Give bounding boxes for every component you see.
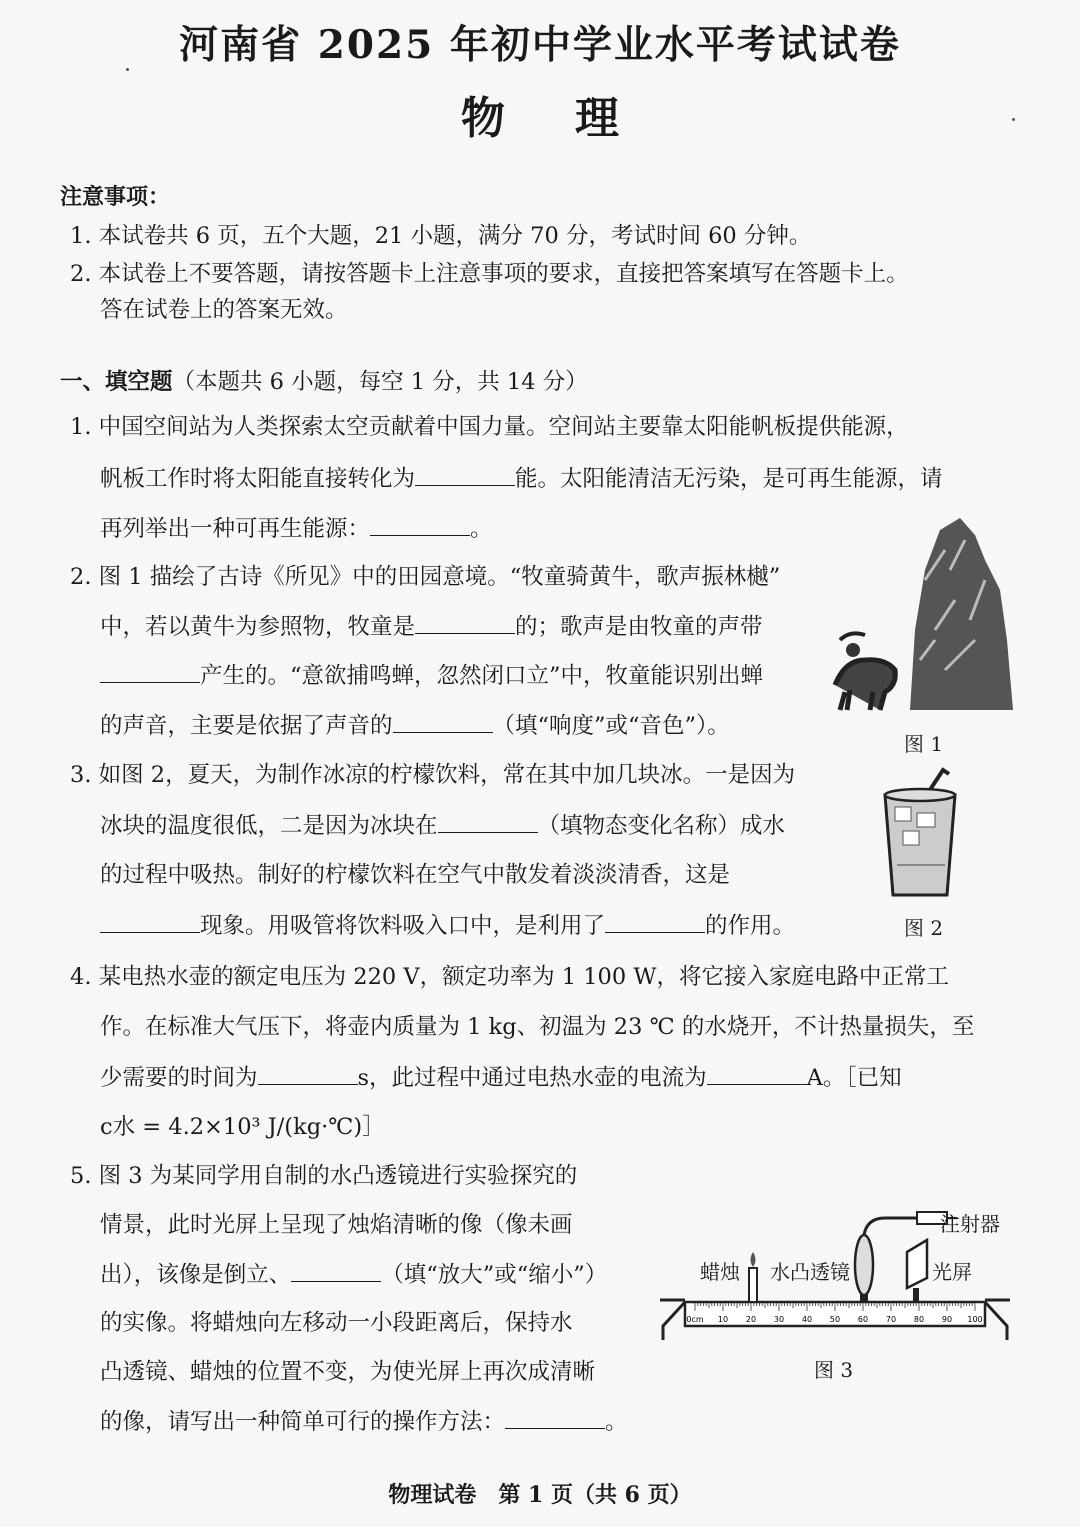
answer-blank bbox=[370, 513, 470, 536]
q2-text: 中，若以黄牛为参照物，牧童是 bbox=[100, 614, 416, 640]
figure-3-label: 图 3 bbox=[814, 1358, 854, 1382]
q1-line-1: 1. 中国空间站为人类探索太空贡献着中国力量。空间站主要靠太阳能帆板提供能源， bbox=[70, 414, 909, 440]
q1-text: 再列举出一种可再生能源： bbox=[100, 516, 371, 542]
answer-blank bbox=[505, 1406, 605, 1429]
ruler-tick-label: 40 bbox=[801, 1315, 813, 1324]
screen-label: 光屏 bbox=[932, 1260, 972, 1284]
ruler-tick-label: 90 bbox=[941, 1315, 953, 1324]
figure-1-label: 图 1 bbox=[904, 732, 944, 756]
q3-text: 的作用。 bbox=[705, 913, 796, 939]
ruler-tick-label: 30 bbox=[773, 1315, 785, 1324]
q4-line-2: 作。在标准大气压下，将壶内质量为 1 kg、初温为 23 ℃ 的水烧开，不计热量损失，至 bbox=[100, 1014, 975, 1040]
q4-text: 少需要的时间为 bbox=[100, 1065, 258, 1091]
notice-item-1: 1. 本试卷共 6 页，五个大题，21 小题，满分 70 分，考试时间 60 分钟。 bbox=[70, 223, 812, 249]
answer-blank bbox=[605, 910, 705, 933]
screen-holder bbox=[913, 1288, 919, 1302]
ruler-tick-label: 60 bbox=[857, 1315, 869, 1324]
exam-title: 河南省 2025 年初中学业水平考试试卷 bbox=[179, 22, 901, 68]
ruler-tick-label: 0cm bbox=[686, 1315, 704, 1324]
light-screen bbox=[907, 1240, 927, 1288]
answer-blank bbox=[415, 611, 515, 634]
q1-line-2 bbox=[100, 463, 943, 494]
section-heading bbox=[60, 364, 588, 396]
q5-text: 的像，请写出一种简单可行的操作方法： bbox=[100, 1409, 506, 1435]
q5-line-1: 5. 图 3 为某同学用自制的水凸透镜进行实验探究的 bbox=[70, 1163, 578, 1189]
section-title: 一、填空题 bbox=[60, 369, 173, 395]
q4-line-1: 4. 某电热水壶的额定电压为 220 V，额定功率为 1 100 W，将它接入家庭电路中正常工 bbox=[70, 964, 949, 990]
subject-title: 物理 bbox=[461, 93, 689, 144]
ruler-tick-label: 100 bbox=[967, 1315, 983, 1324]
q1-text: 。 bbox=[470, 516, 493, 542]
answer-blank bbox=[393, 710, 493, 733]
q3-text: 冰块的温度很低，二是因为冰块在 bbox=[100, 813, 438, 839]
q1-text: 能。太阳能清洁无污染，是可再生能源，请 bbox=[515, 466, 943, 492]
notice-item-2-cont: 答在试卷上的答案无效。 bbox=[100, 297, 348, 323]
glass-rim bbox=[885, 789, 955, 801]
answer-blank bbox=[415, 463, 515, 486]
q5-line-2: 情景，此时光屏上呈现了烛焰清晰的像（像未画 bbox=[100, 1212, 573, 1238]
q1-line-3 bbox=[100, 513, 493, 544]
q2-text: 的；歌声是由牧童的声带 bbox=[515, 614, 763, 640]
q4-line-4: c水 = 4.2×10³ J/(kg·℃)］ bbox=[100, 1114, 385, 1140]
boy-hat bbox=[840, 633, 865, 640]
answer-blank bbox=[438, 810, 538, 833]
q3-line-2 bbox=[100, 810, 785, 841]
q2-line-1: 2. 图 1 描绘了古诗《所见》中的田园意境。“牧童骑黄牛，歌声振林樾” bbox=[70, 564, 781, 590]
section-note: （本题共 6 小题，每空 1 分，共 14 分） bbox=[172, 369, 588, 395]
lens-label: 水凸透镜 bbox=[770, 1260, 850, 1284]
q2-text: 的声音，主要是依据了声音的 bbox=[100, 713, 393, 739]
figure-2-illustration bbox=[875, 765, 965, 905]
ruler-tick-label: 80 bbox=[913, 1315, 925, 1324]
q3-text: （填物态变化名称）成水 bbox=[537, 813, 786, 839]
answer-blank bbox=[100, 910, 200, 933]
q4-text: s，此过程中通过电热水壶的电流为 bbox=[357, 1065, 707, 1091]
q2-line-2 bbox=[100, 611, 763, 642]
q5-line-6 bbox=[100, 1406, 628, 1437]
water-lens bbox=[855, 1235, 873, 1295]
q5-line-3 bbox=[100, 1259, 607, 1290]
q2-text: （填“响度”或“音色”）。 bbox=[492, 713, 730, 739]
q2-text: 产生的。“意欲捕鸣蝉，忽然闭口立”中，牧童能识别出蝉 bbox=[200, 663, 764, 689]
figure-1-illustration bbox=[825, 510, 1025, 720]
scan-speck bbox=[1012, 118, 1015, 121]
ox-figure bbox=[835, 660, 895, 710]
candle-flame bbox=[751, 1252, 756, 1267]
q3-line-1: 3. 如图 2，夏天，为制作冰凉的柠檬饮料，常在其中加几块冰。一是因为 bbox=[70, 762, 796, 788]
scan-speck bbox=[126, 68, 129, 71]
q2-line-4 bbox=[100, 710, 730, 741]
notice-item-2: 2. 本试卷上不要答题，请按答题卡上注意事项的要求，直接把答案填写在答题卡上。 bbox=[70, 261, 909, 287]
ice-cube bbox=[917, 813, 935, 827]
figure-2-label: 图 2 bbox=[904, 916, 944, 940]
q3-line-4 bbox=[100, 910, 795, 941]
q5-text: 出），该像是倒立、 bbox=[100, 1262, 292, 1288]
lens-holder bbox=[860, 1294, 868, 1302]
q5-text: （填“放大”或“缩小”） bbox=[381, 1262, 608, 1288]
q4-text: A。［已知 bbox=[806, 1065, 902, 1091]
candle bbox=[749, 1268, 757, 1302]
ruler-tick-label: 20 bbox=[745, 1315, 757, 1324]
answer-blank bbox=[707, 1062, 807, 1085]
q5-line-5: 凸透镜、蜡烛的位置不变，为使光屏上再次成清晰 bbox=[100, 1359, 596, 1385]
ice-cube bbox=[895, 807, 911, 821]
q3-line-3: 的过程中吸热。制好的柠檬饮料在空气中散发着淡淡清香，这是 bbox=[100, 862, 731, 888]
ice-cube bbox=[903, 831, 919, 845]
ruler-tick-label: 10 bbox=[717, 1315, 729, 1324]
q3-text: 现象。用吸管将饮料吸入口中，是利用了 bbox=[200, 913, 606, 939]
candle-label: 蜡烛 bbox=[700, 1260, 740, 1284]
q5-line-4: 的实像。将蜡烛向左移动一小段距离后，保持水 bbox=[100, 1310, 573, 1336]
answer-blank bbox=[258, 1062, 358, 1085]
ruler-tick-label: 70 bbox=[885, 1315, 897, 1324]
q4-line-3 bbox=[100, 1062, 902, 1093]
answer-blank bbox=[100, 660, 200, 683]
q1-text: 帆板工作时将太阳能直接转化为 bbox=[100, 466, 416, 492]
page-footer: 物理试卷 第 1 页（共 6 页） bbox=[388, 1482, 692, 1508]
boy-head bbox=[846, 643, 860, 657]
syringe-label: 注射器 bbox=[940, 1212, 1000, 1236]
ruler-tick-label: 50 bbox=[829, 1315, 841, 1324]
syringe-tube bbox=[864, 1218, 917, 1235]
answer-blank bbox=[291, 1259, 381, 1282]
q2-line-3 bbox=[100, 660, 763, 691]
q5-text: 。 bbox=[605, 1409, 628, 1435]
notice-heading: 注意事项： bbox=[60, 184, 171, 210]
